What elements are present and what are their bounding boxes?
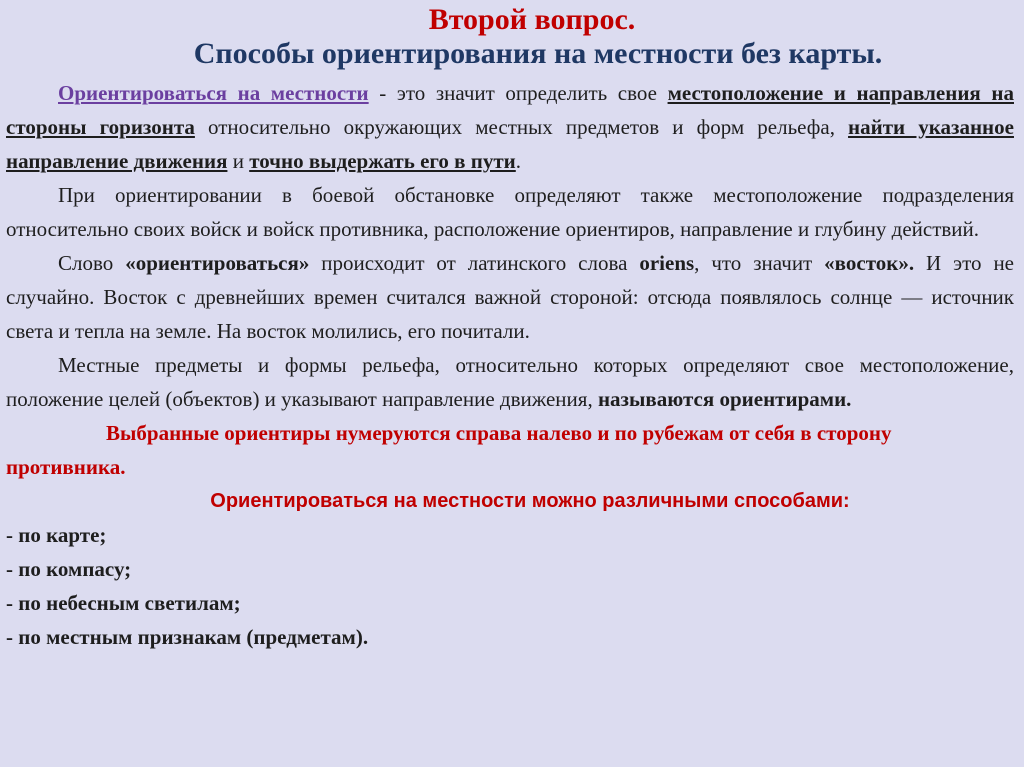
text-fragment: и [227,149,250,173]
list-item: - по небесным светилам; [6,591,241,615]
paragraph-numbering: Выбранные ориентиры нумеруются справа налево и по рубежам от себя в сторону противника. [6,421,892,479]
methods-list [6,518,1014,654]
paragraph-etymology [6,246,1014,348]
text-fragment: И это не случайно. Восток с древнейших времен считался важной стороной: отсюда появлялось солнце — источник света и тепла на земле. На восток молились, его почитали. [6,251,1015,343]
text-fragment: Местные предметы и формы рельефа, относительно которых определяют свое местоположение, положение целей (объектов) и указывают направление движения, [6,353,1014,411]
term-orientation: Ориентироваться на местности [58,81,369,105]
text-fragment: Слово [58,251,126,275]
emphasis-find-direction: найти указанное направление движения [6,115,1014,173]
methods-heading: Ориентироваться на местности можно различными способами: [210,490,850,512]
slide-title: Способы ориентирования на местности без карты. [193,37,883,70]
word-orientirovatsya: «ориентироваться» [125,251,310,275]
emphasis-location: местоположение и направления на стороны горизонта [6,81,1014,139]
slide-heading: Второй вопрос. [428,3,636,36]
text-fragment: . [515,149,522,173]
text-fragment: происходит от латинского слова [309,251,640,275]
list-item: - по местным признакам (предметам). [6,625,369,649]
slide-body [6,76,1014,654]
text-fragment: , что значит [694,251,825,275]
paragraph-combat: При ориентировании в боевой обстановке определяют также местоположение подразделения относительно своих войск и войск противника, расположение ориентиров, направление и глубину действий. [6,183,1014,241]
paragraph-landmarks [6,348,1014,416]
list-item: - по карте; [6,523,107,547]
text-fragment: относительно окружающих местных предметов и форм рельефа, [194,115,849,139]
word-vostok: «восток». [824,251,915,275]
landmarks-definition: называются ориентирами. [597,387,852,411]
list-item: - по компасу; [6,557,132,581]
emphasis-keep-direction: точно выдержать его в пути [249,149,516,173]
word-oriens: oriens [639,251,695,275]
text-fragment: - это значит определить свое [368,81,668,105]
paragraph-definition [6,76,1014,178]
